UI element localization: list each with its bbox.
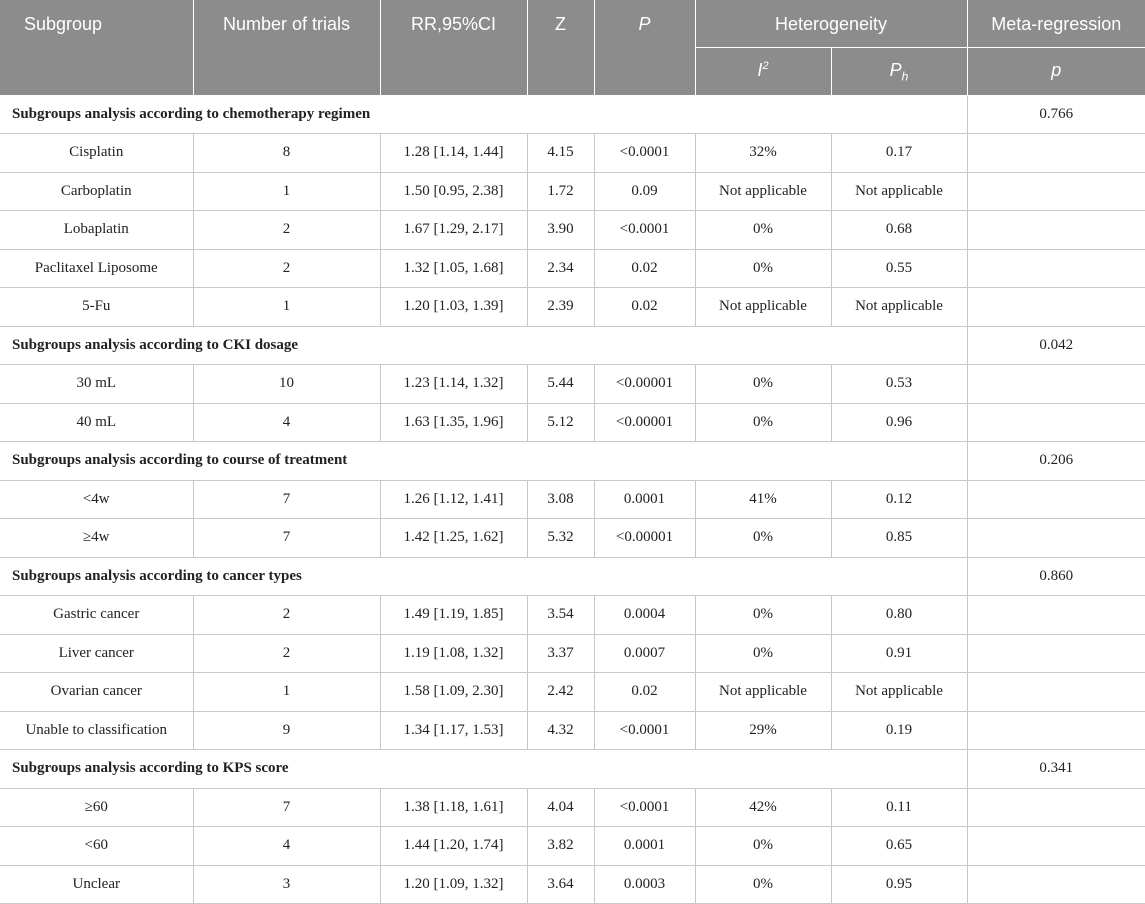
cell-i2: 0% xyxy=(695,403,831,442)
cell-trials: 2 xyxy=(193,249,380,288)
header-heterogeneity: Heterogeneity xyxy=(695,0,967,47)
cell-p: <0.0001 xyxy=(594,134,695,173)
cell-subgroup: <4w xyxy=(0,480,193,519)
cell-z: 4.15 xyxy=(527,134,594,173)
cell-trials: 4 xyxy=(193,403,380,442)
section-row xyxy=(0,750,1145,789)
table-row xyxy=(0,519,1145,558)
cell-ph: 0.68 xyxy=(831,211,967,250)
cell-i2: 0% xyxy=(695,365,831,404)
cell-trials: 9 xyxy=(193,711,380,750)
section-meta-p: 0.860 xyxy=(967,557,1145,596)
cell-trials: 7 xyxy=(193,519,380,558)
cell-ph: 0.11 xyxy=(831,788,967,827)
cell-p: <0.00001 xyxy=(594,519,695,558)
table-row xyxy=(0,673,1145,712)
section-row xyxy=(0,442,1145,481)
cell-ph: 0.53 xyxy=(831,365,967,404)
cell-z: 5.32 xyxy=(527,519,594,558)
cell-ph: 0.80 xyxy=(831,596,967,635)
header-subgroup: Subgroup xyxy=(0,0,193,95)
cell-subgroup: 40 mL xyxy=(0,403,193,442)
cell-meta-empty xyxy=(967,788,1145,827)
cell-ph: 0.91 xyxy=(831,634,967,673)
header-z: Z xyxy=(527,0,594,95)
cell-ph: 0.55 xyxy=(831,249,967,288)
table-row xyxy=(0,288,1145,327)
cell-subgroup: ≥4w xyxy=(0,519,193,558)
cell-trials: 2 xyxy=(193,634,380,673)
table-row xyxy=(0,365,1145,404)
cell-z: 5.12 xyxy=(527,403,594,442)
header-ph xyxy=(831,47,967,95)
table-row xyxy=(0,596,1145,635)
cell-rr-ci: 1.50 [0.95, 2.38] xyxy=(380,172,527,211)
cell-rr-ci: 1.26 [1.12, 1.41] xyxy=(380,480,527,519)
cell-i2: 29% xyxy=(695,711,831,750)
cell-meta-empty xyxy=(967,365,1145,404)
cell-p: 0.0007 xyxy=(594,634,695,673)
cell-p: 0.02 xyxy=(594,249,695,288)
cell-trials: 3 xyxy=(193,865,380,904)
cell-meta-empty xyxy=(967,673,1145,712)
cell-p: <0.0001 xyxy=(594,788,695,827)
cell-meta-empty xyxy=(967,865,1145,904)
cell-trials: 1 xyxy=(193,172,380,211)
cell-i2: Not applicable xyxy=(695,288,831,327)
cell-z: 3.08 xyxy=(527,480,594,519)
cell-z: 3.54 xyxy=(527,596,594,635)
cell-subgroup: Unclear xyxy=(0,865,193,904)
cell-rr-ci: 1.49 [1.19, 1.85] xyxy=(380,596,527,635)
cell-i2: 0% xyxy=(695,519,831,558)
cell-meta-empty xyxy=(967,519,1145,558)
cell-trials: 2 xyxy=(193,211,380,250)
section-meta-p: 0.206 xyxy=(967,442,1145,481)
cell-i2: 0% xyxy=(695,634,831,673)
cell-ph: 0.95 xyxy=(831,865,967,904)
cell-rr-ci: 1.67 [1.29, 2.17] xyxy=(380,211,527,250)
cell-ph: 0.19 xyxy=(831,711,967,750)
cell-i2: 0% xyxy=(695,827,831,866)
table-row xyxy=(0,134,1145,173)
header-i2-main: I xyxy=(757,59,763,80)
cell-trials: 4 xyxy=(193,827,380,866)
cell-rr-ci: 1.34 [1.17, 1.53] xyxy=(380,711,527,750)
table-row xyxy=(0,788,1145,827)
cell-subgroup: <60 xyxy=(0,827,193,866)
header-i2-sup: 2 xyxy=(762,59,769,72)
cell-i2: Not applicable xyxy=(695,172,831,211)
cell-p: 0.0003 xyxy=(594,865,695,904)
cell-subgroup: Paclitaxel Liposome xyxy=(0,249,193,288)
section-meta-p: 0.341 xyxy=(967,750,1145,789)
cell-ph: 0.85 xyxy=(831,519,967,558)
table-row xyxy=(0,480,1145,519)
cell-p: 0.0001 xyxy=(594,827,695,866)
cell-z: 2.39 xyxy=(527,288,594,327)
section-title: Subgroups analysis according to chemotherapy regimen xyxy=(0,95,967,134)
cell-rr-ci: 1.28 [1.14, 1.44] xyxy=(380,134,527,173)
cell-ph: 0.65 xyxy=(831,827,967,866)
cell-ph: 0.12 xyxy=(831,480,967,519)
cell-trials: 10 xyxy=(193,365,380,404)
cell-z: 2.34 xyxy=(527,249,594,288)
table-header xyxy=(0,0,1145,95)
cell-subgroup: Ovarian cancer xyxy=(0,673,193,712)
cell-p: 0.0004 xyxy=(594,596,695,635)
section-row xyxy=(0,557,1145,596)
section-title: Subgroups analysis according to CKI dosage xyxy=(0,326,967,365)
cell-rr-ci: 1.23 [1.14, 1.32] xyxy=(380,365,527,404)
cell-p: <0.00001 xyxy=(594,365,695,404)
table-row xyxy=(0,634,1145,673)
cell-subgroup: 5-Fu xyxy=(0,288,193,327)
cell-meta-empty xyxy=(967,711,1145,750)
table-row xyxy=(0,827,1145,866)
cell-subgroup: Carboplatin xyxy=(0,172,193,211)
section-title: Subgroups analysis according to KPS score xyxy=(0,750,967,789)
table-row xyxy=(0,403,1145,442)
header-number-of-trials: Number of trials xyxy=(193,0,380,95)
cell-i2: 0% xyxy=(695,596,831,635)
cell-i2: 41% xyxy=(695,480,831,519)
cell-subgroup: Cisplatin xyxy=(0,134,193,173)
cell-ph: Not applicable xyxy=(831,673,967,712)
cell-subgroup: 30 mL xyxy=(0,365,193,404)
cell-meta-empty xyxy=(967,211,1145,250)
cell-z: 4.04 xyxy=(527,788,594,827)
cell-z: 3.82 xyxy=(527,827,594,866)
cell-p: <0.00001 xyxy=(594,403,695,442)
header-ph-sub: h xyxy=(901,69,909,84)
cell-trials: 7 xyxy=(193,788,380,827)
table-row xyxy=(0,172,1145,211)
cell-rr-ci: 1.42 [1.25, 1.62] xyxy=(380,519,527,558)
cell-rr-ci: 1.32 [1.05, 1.68] xyxy=(380,249,527,288)
cell-z: 3.37 xyxy=(527,634,594,673)
cell-meta-empty xyxy=(967,172,1145,211)
cell-trials: 2 xyxy=(193,596,380,635)
cell-z: 3.90 xyxy=(527,211,594,250)
cell-rr-ci: 1.20 [1.03, 1.39] xyxy=(380,288,527,327)
cell-i2: 0% xyxy=(695,211,831,250)
table-row xyxy=(0,249,1145,288)
cell-meta-empty xyxy=(967,288,1145,327)
cell-p: 0.02 xyxy=(594,288,695,327)
cell-p: 0.02 xyxy=(594,673,695,712)
cell-subgroup: Gastric cancer xyxy=(0,596,193,635)
cell-p: 0.0001 xyxy=(594,480,695,519)
header-ph-main: P xyxy=(889,59,902,80)
cell-subgroup: ≥60 xyxy=(0,788,193,827)
section-title: Subgroups analysis according to course of treatment xyxy=(0,442,967,481)
cell-rr-ci: 1.20 [1.09, 1.32] xyxy=(380,865,527,904)
header-rr-ci: RR,95%CI xyxy=(380,0,527,95)
cell-ph: 0.17 xyxy=(831,134,967,173)
cell-i2: 0% xyxy=(695,865,831,904)
cell-meta-empty xyxy=(967,249,1145,288)
table-row xyxy=(0,211,1145,250)
cell-subgroup: Lobaplatin xyxy=(0,211,193,250)
cell-meta-empty xyxy=(967,827,1145,866)
cell-ph: Not applicable xyxy=(831,288,967,327)
section-row xyxy=(0,326,1145,365)
cell-i2: Not applicable xyxy=(695,673,831,712)
cell-rr-ci: 1.19 [1.08, 1.32] xyxy=(380,634,527,673)
cell-p: 0.09 xyxy=(594,172,695,211)
cell-z: 5.44 xyxy=(527,365,594,404)
cell-rr-ci: 1.63 [1.35, 1.96] xyxy=(380,403,527,442)
cell-subgroup: Unable to classification xyxy=(0,711,193,750)
cell-ph: Not applicable xyxy=(831,172,967,211)
cell-i2: 0% xyxy=(695,249,831,288)
cell-subgroup: Liver cancer xyxy=(0,634,193,673)
table-body xyxy=(0,95,1145,904)
header-meta-p: p xyxy=(967,47,1145,95)
cell-i2: 32% xyxy=(695,134,831,173)
header-meta-regression: Meta-regression xyxy=(967,0,1145,47)
section-row xyxy=(0,95,1145,134)
cell-z: 3.64 xyxy=(527,865,594,904)
cell-trials: 8 xyxy=(193,134,380,173)
section-meta-p: 0.042 xyxy=(967,326,1145,365)
cell-rr-ci: 1.38 [1.18, 1.61] xyxy=(380,788,527,827)
cell-rr-ci: 1.58 [1.09, 2.30] xyxy=(380,673,527,712)
cell-trials: 7 xyxy=(193,480,380,519)
cell-meta-empty xyxy=(967,596,1145,635)
cell-meta-empty xyxy=(967,634,1145,673)
cell-trials: 1 xyxy=(193,288,380,327)
section-title: Subgroups analysis according to cancer types xyxy=(0,557,967,596)
cell-p: <0.0001 xyxy=(594,211,695,250)
cell-z: 2.42 xyxy=(527,673,594,712)
cell-meta-empty xyxy=(967,134,1145,173)
cell-z: 1.72 xyxy=(527,172,594,211)
cell-z: 4.32 xyxy=(527,711,594,750)
cell-meta-empty xyxy=(967,480,1145,519)
table-row xyxy=(0,711,1145,750)
cell-ph: 0.96 xyxy=(831,403,967,442)
header-i2 xyxy=(695,47,831,95)
header-p: P xyxy=(594,0,695,95)
table-row xyxy=(0,865,1145,904)
section-meta-p: 0.766 xyxy=(967,95,1145,134)
cell-meta-empty xyxy=(967,403,1145,442)
cell-trials: 1 xyxy=(193,673,380,712)
cell-i2: 42% xyxy=(695,788,831,827)
cell-p: <0.0001 xyxy=(594,711,695,750)
cell-rr-ci: 1.44 [1.20, 1.74] xyxy=(380,827,527,866)
